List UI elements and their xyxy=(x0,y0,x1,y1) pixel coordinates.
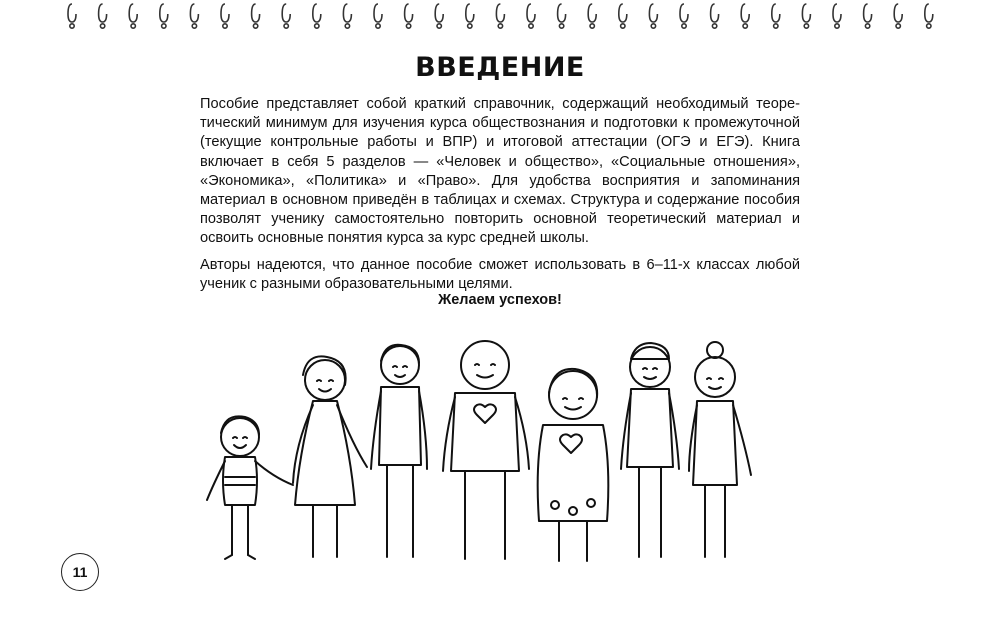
spiral-hole xyxy=(774,24,778,28)
spiral-ring xyxy=(649,4,657,22)
spiral-ring xyxy=(496,4,504,22)
spiral-hole xyxy=(682,24,686,28)
paragraph-1: Пособие представляет собой краткий справочник, содержащий необходимый теоретический минимум для изучения курса обществознания и подготовки к промежуточной (текущие контрольные работы и ВПР) и итоговой аттестации (ОГЭ и ЕГЭ). Книга включает в себя 5 разделов — «Человек и общество», «Социальные отношения», «Экономика», «Политика» и «Право». Для удобства восприятия и запоминания материал в основном приведён в таблицах и схемах. Структура и содержание пособия позволят ученику самостоятельно повторить основной теоретический материал и освоить основные понятия курса за курс средней школы. xyxy=(200,96,800,247)
figure-woman-bun xyxy=(689,342,751,557)
spiral-ring xyxy=(772,4,780,22)
intro-text xyxy=(200,95,800,301)
spiral-ring xyxy=(343,4,351,22)
spiral-hole xyxy=(223,24,227,28)
spiral-ring xyxy=(894,4,902,22)
spiral-hole xyxy=(192,24,196,28)
spiral-ring xyxy=(282,4,290,22)
spiral-hole xyxy=(345,24,349,28)
spiral-hole xyxy=(559,24,563,28)
figure-child-left xyxy=(207,416,293,559)
figure-bald-man xyxy=(443,341,529,559)
spiral-ring xyxy=(619,4,627,22)
spiral-hole xyxy=(284,24,288,28)
closing-wish: Желаем успехов! xyxy=(438,292,562,308)
spiral-hole xyxy=(131,24,135,28)
figure-man-cap xyxy=(621,343,679,557)
spiral-ring xyxy=(252,4,260,22)
spiral-ring xyxy=(129,4,137,22)
spiral-hole xyxy=(590,24,594,28)
spiral-ring xyxy=(68,4,76,22)
page-number: 11 xyxy=(61,553,99,591)
spiral-ring xyxy=(405,4,413,22)
figure-woman-heart xyxy=(538,369,609,561)
spiral-hole xyxy=(896,24,900,28)
spiral-ring xyxy=(558,4,566,22)
spiral-ring xyxy=(313,4,321,22)
spiral-hole xyxy=(651,24,655,28)
figure-man xyxy=(371,345,427,557)
spiral-ring xyxy=(741,4,749,22)
spiral-ring xyxy=(711,4,719,22)
spiral-hole xyxy=(70,24,74,28)
spiral-ring xyxy=(160,4,168,22)
spiral-ring xyxy=(588,4,596,22)
spiral-hole xyxy=(927,24,931,28)
spiral-ring xyxy=(833,4,841,22)
spiral-ring xyxy=(680,4,688,22)
figure-woman xyxy=(293,356,367,557)
spiral-hole xyxy=(835,24,839,28)
spiral-ring xyxy=(925,4,933,22)
spiral-hole xyxy=(315,24,319,28)
spiral-ring xyxy=(99,4,107,22)
spiral-hole xyxy=(529,24,533,28)
spiral-hole xyxy=(804,24,808,28)
spiral-hole xyxy=(468,24,472,28)
spiral-ring xyxy=(527,4,535,22)
spiral-hole xyxy=(621,24,625,28)
family-illustration xyxy=(195,335,755,575)
spiral-hole xyxy=(376,24,380,28)
spiral-ring xyxy=(864,4,872,22)
spiral-ring xyxy=(221,4,229,22)
spiral-hole xyxy=(743,24,747,28)
spiral-ring xyxy=(435,4,443,22)
spiral-hole xyxy=(437,24,441,28)
spiral-hole xyxy=(498,24,502,28)
spiral-hole xyxy=(253,24,257,28)
page-title: ВВЕДЕНИЕ xyxy=(415,52,585,83)
spiral-ring xyxy=(374,4,382,22)
spiral-hole xyxy=(865,24,869,28)
spiral-hole xyxy=(162,24,166,28)
spiral-binding xyxy=(0,0,1000,36)
paragraph-2: Авторы надеются, что данное пособие сможет использовать в 6–11-х классах любой ученик с разными образовательными целями. xyxy=(200,256,800,292)
spiral-hole xyxy=(712,24,716,28)
spiral-hole xyxy=(406,24,410,28)
spiral-hole xyxy=(100,24,104,28)
spiral-ring xyxy=(802,4,810,22)
spiral-ring xyxy=(190,4,198,22)
spiral-ring xyxy=(466,4,474,22)
